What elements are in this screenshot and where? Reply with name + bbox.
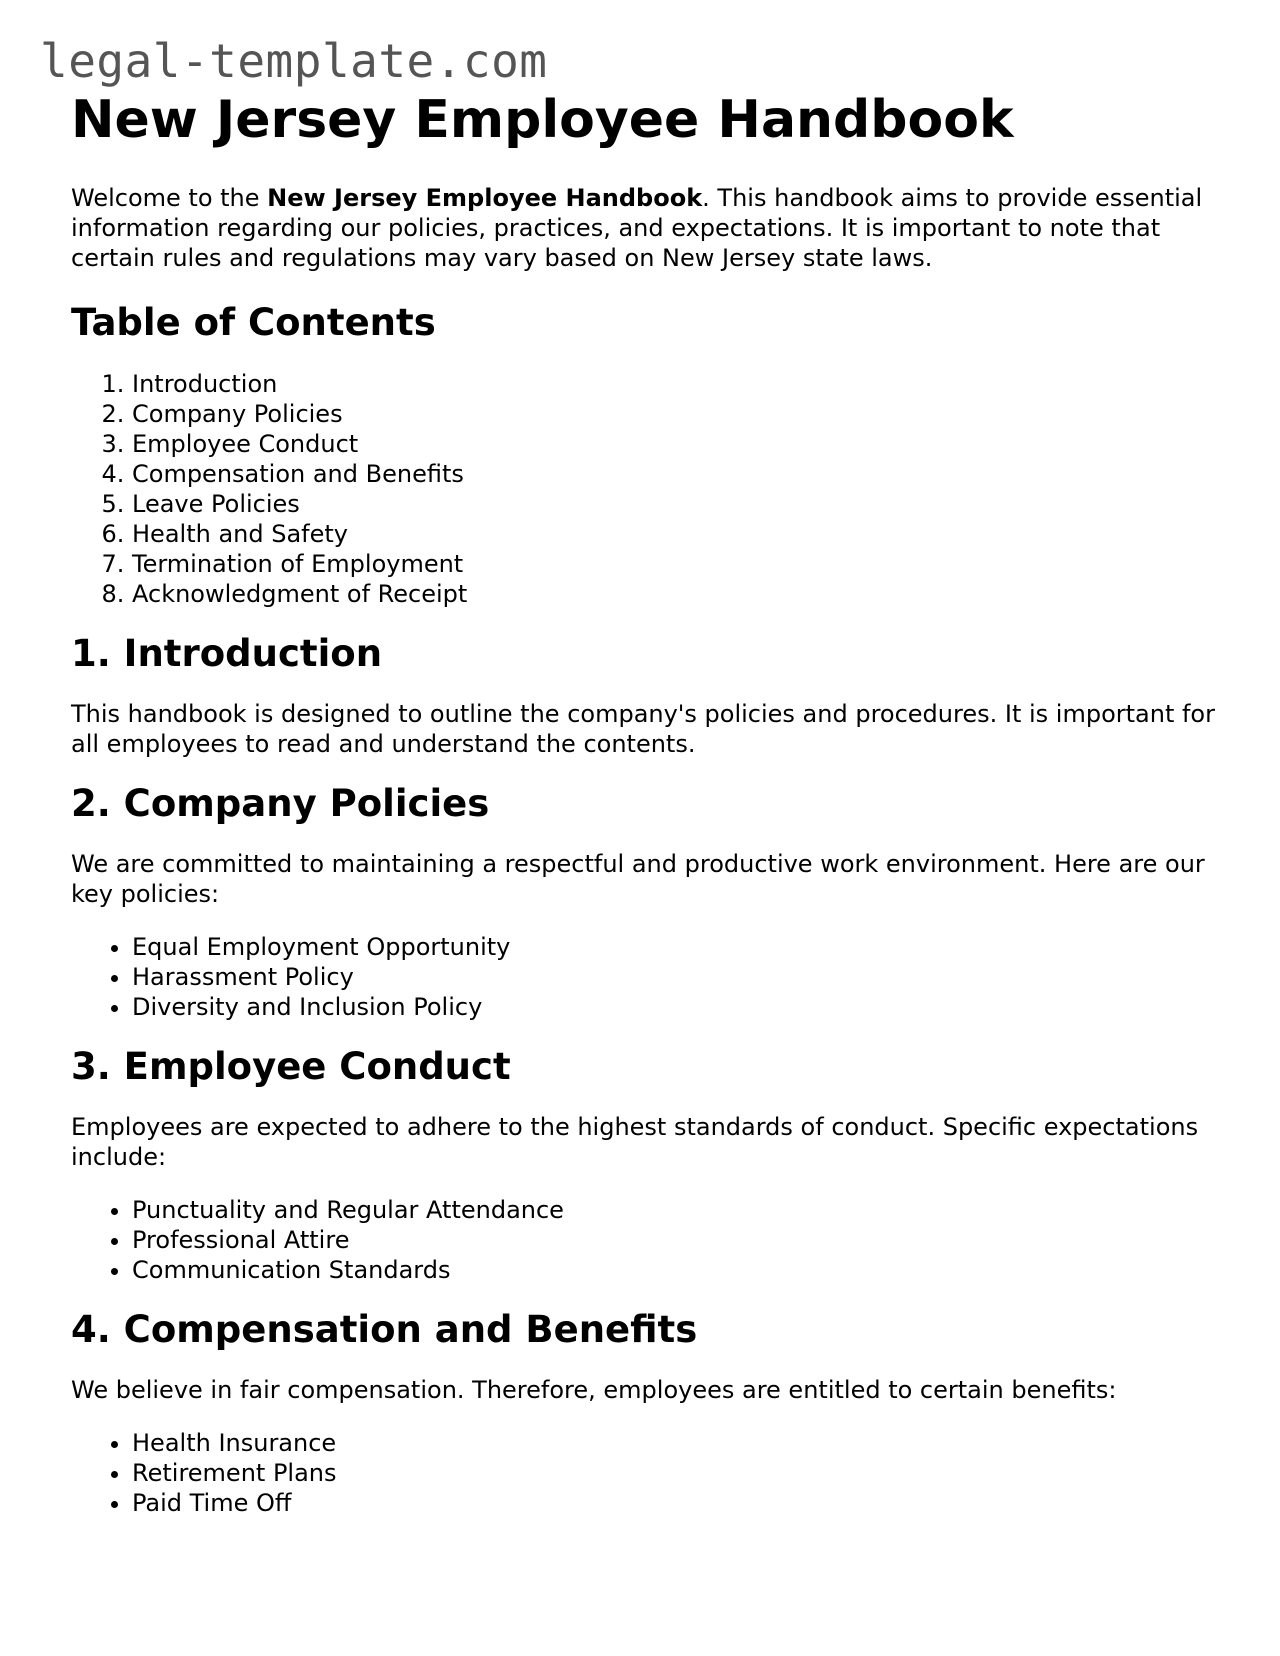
intro-paragraph xyxy=(71,183,1221,273)
toc-item: 3. Employee Conduct xyxy=(132,429,1221,459)
list-item: • Health Insurance xyxy=(132,1428,1221,1458)
toc-heading: Table of Contents xyxy=(71,301,436,344)
toc-item: 7. Termination of Employment xyxy=(132,549,1221,579)
section-text-company-policies: We are committed to maintaining a respectful and productive work environment. Here are our key policies: xyxy=(71,850,1205,908)
page-title: New Jersey Employee Handbook xyxy=(71,90,1014,150)
list-item: • Punctuality and Regular Attendance xyxy=(132,1195,1221,1225)
toc-item: 2. Company Policies xyxy=(132,399,1221,429)
toc-item: 4. Compensation and Benefits xyxy=(132,459,1221,489)
employee-conduct-list xyxy=(71,1195,1221,1285)
compensation-list xyxy=(71,1428,1221,1518)
toc-item: 6. Health and Safety xyxy=(132,519,1221,549)
list-item: • Diversity and Inclusion Policy xyxy=(132,992,1221,1022)
toc-item: 5. Leave Policies xyxy=(132,489,1221,519)
list-item: • Retirement Plans xyxy=(132,1458,1221,1488)
toc-list xyxy=(71,369,1221,609)
section-heading-company-policies: 2. Company Policies xyxy=(71,782,490,825)
section-heading-introduction: 1. Introduction xyxy=(71,632,383,675)
watermark: legal-template.com xyxy=(40,34,548,88)
section-heading-employee-conduct: 3. Employee Conduct xyxy=(71,1045,511,1088)
list-item: • Professional Attire xyxy=(132,1225,1221,1255)
list-item: • Communication Standards xyxy=(132,1255,1221,1285)
document-page xyxy=(71,88,1221,1518)
company-policies-list xyxy=(71,932,1221,1022)
section-text-introduction: This handbook is designed to outline the company's policies and procedures. It is important for all employees to read and understand the contents. xyxy=(71,700,1215,758)
toc-item: 1. Introduction xyxy=(132,369,1221,399)
intro-suffix: . This handbook aims to provide essential information regarding our policies, practices, and expectations. It is important to note that certain rules and regulations may vary based on New Jersey state laws. xyxy=(71,184,1203,272)
toc-item: 8. Acknowledgment of Receipt xyxy=(132,579,1221,609)
list-item: • Harassment Policy xyxy=(132,962,1221,992)
list-item: • Equal Employment Opportunity xyxy=(132,932,1221,962)
intro-prefix: Welcome to the xyxy=(71,184,268,212)
section-text-compensation: We believe in fair compensation. Therefore, employees are entitled to certain benefits: xyxy=(71,1376,1117,1404)
list-item: • Paid Time Off xyxy=(132,1488,1221,1518)
intro-bold: New Jersey Employee Handbook xyxy=(267,184,703,212)
section-text-employee-conduct: Employees are expected to adhere to the highest standards of conduct. Specific expectations include: xyxy=(71,1113,1199,1171)
section-heading-compensation: 4. Compensation and Benefits xyxy=(71,1308,698,1351)
